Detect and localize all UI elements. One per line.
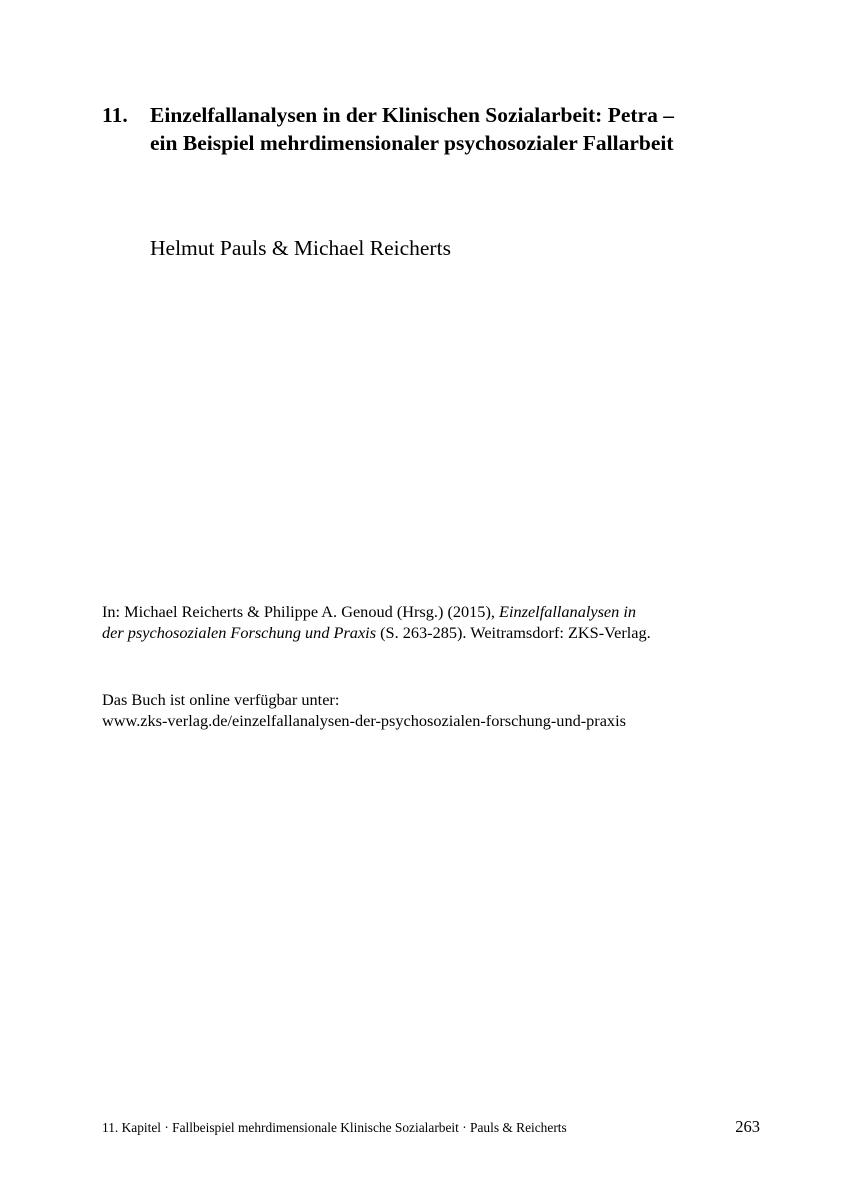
online-url[interactable]: www.zks-verlag.de/einzelfallanalysen-der-psychosozialen-forschung-und-praxis: [102, 711, 626, 730]
chapter-title: [150, 101, 790, 157]
chapter-number: 11.: [102, 103, 128, 127]
citation-line-2: [102, 622, 802, 643]
citation: [102, 601, 802, 643]
citation-prefix: In: Michael Reicherts & Philippe A. Genoud (Hrsg.) (2015),: [102, 602, 500, 621]
running-head: 11. Kapitel · Fallbeispiel mehrdimensionale Klinische Sozialarbeit · Pauls & Reicherts: [102, 1120, 567, 1135]
page-number: 263: [735, 1117, 760, 1136]
online-intro: Das Buch ist online verfügbar unter:: [102, 690, 340, 709]
citation-book-title-2: der psychosozialen Forschung und Praxis: [102, 623, 377, 642]
online-availability: [102, 689, 802, 731]
chapter-title-line-1: Einzelfallanalysen in der Klinischen Sozialarbeit: Petra –: [150, 103, 674, 127]
chapter-title-line-2: ein Beispiel mehrdimensionaler psychosozialer Fallarbeit: [150, 131, 674, 155]
citation-line-1: [102, 601, 802, 622]
citation-book-title-1: Einzelfallanalysen in: [499, 602, 637, 621]
citation-suffix: (S. 263-285). Weitramsdorf: ZKS-Verlag.: [376, 623, 651, 642]
authors: Helmut Pauls & Michael Reicherts: [150, 236, 451, 260]
page-footer: [102, 1117, 760, 1139]
